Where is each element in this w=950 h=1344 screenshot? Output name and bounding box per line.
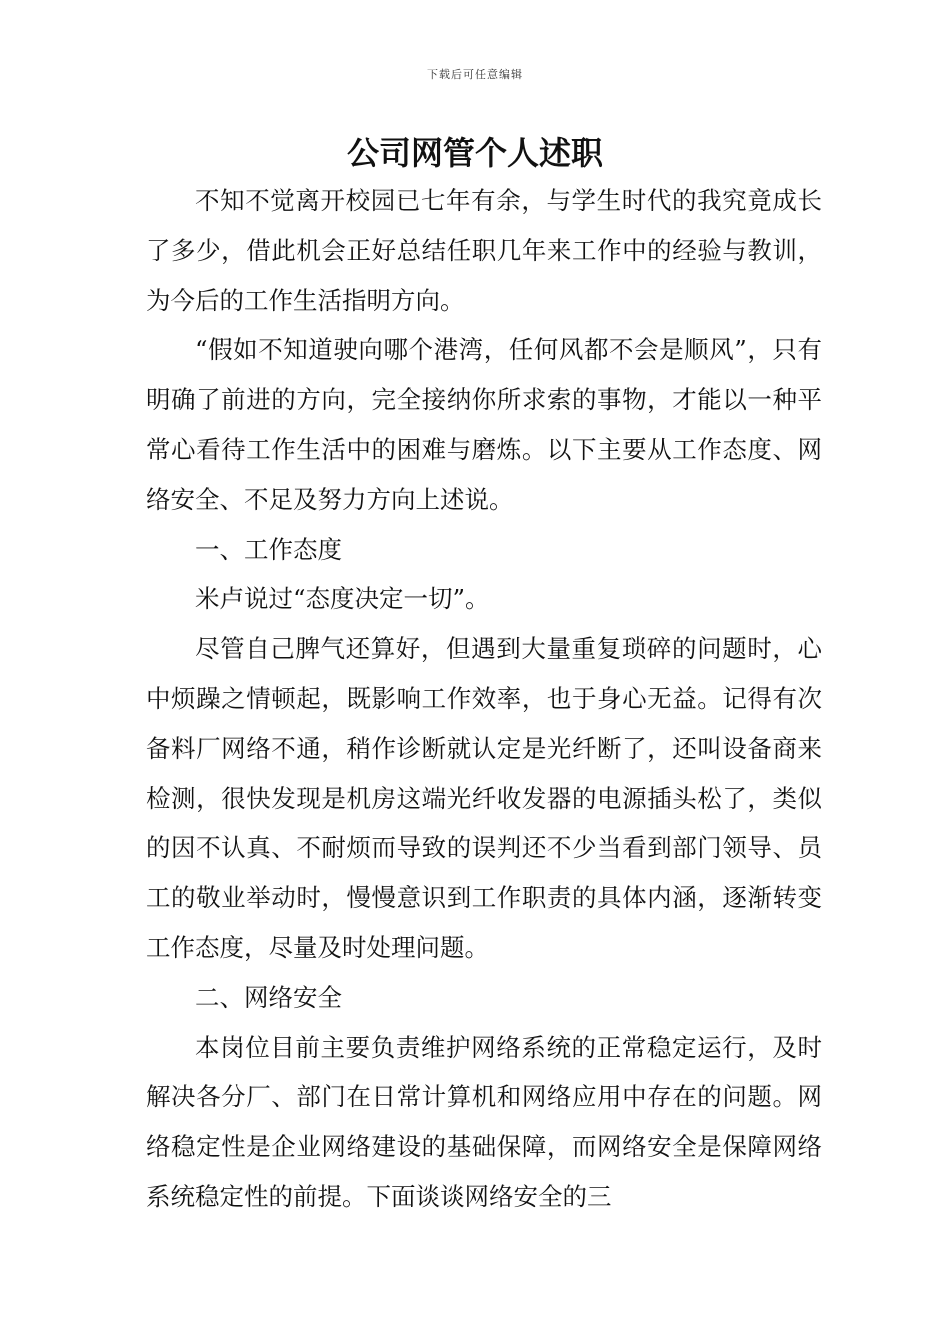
section-heading: 一、工作态度 (195, 534, 342, 564)
body-paragraph: 不知不觉离开校园已七年有余，与学生时代的我究竟成长了多少，借此机会正好总结任职几年来工作中的经验与教训，为今后的工作生活指明方向。 (146, 186, 822, 315)
body-paragraph: “假如不知道驶向哪个港湾，任何风都不会是顺风”，只有明确了前进的方向，完全接纳你所求索的事物，才能以一种平常心看待工作生活中的困难与磨炼。以下主要从工作态度、网络安全、不足及努力方向上述说。 (146, 335, 822, 514)
page-header-note: 下载后可任意编辑 (427, 68, 523, 81)
body-paragraph: 尽管自己脾气还算好，但遇到大量重复琐碎的问题时，心中烦躁之情顿起，既影响工作效率，也于身心无益。记得有次备料厂网络不通，稍作诊断就认定是光纤断了，还叫设备商来检测，很快发现是机房这端光纤收发器的电源插头松了，类似的因不认真、不耐烦而导致的误判还不少当看到部门领导、员工的敬业举动时，慢慢意识到工作职责的具体内涵，逐渐转变工作态度，尽量及时处理问题。 (146, 634, 822, 962)
body-paragraph: 米卢说过“态度决定一切”。 (195, 584, 490, 614)
document-body (146, 176, 822, 1222)
document-title: 公司网管个人述职 (346, 134, 603, 172)
body-paragraph: 本岗位目前主要负责维护网络系统的正常稳定运行，及时解决各分厂、部门在日常计算机和网络应用中存在的问题。网络稳定性是企业网络建设的基础保障，而网络安全是保障网络系统稳定性的前提。下面谈谈网络安全的三 (146, 1032, 822, 1211)
section-heading: 二、网络安全 (195, 982, 342, 1012)
